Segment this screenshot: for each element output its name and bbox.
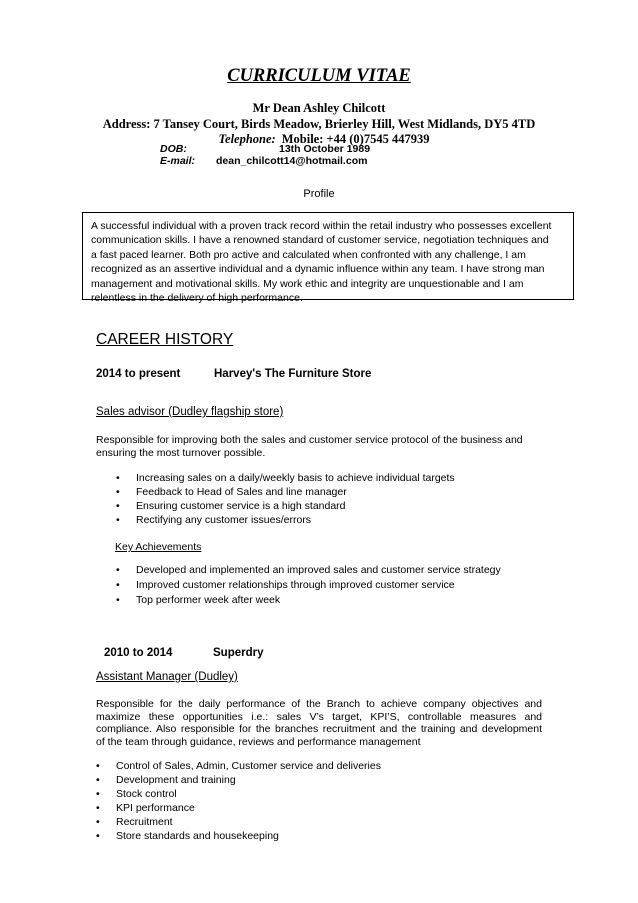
list-item: • Top performer week after week [116, 594, 281, 606]
bullet: • [96, 774, 100, 786]
job-period: 2010 to 2014 [104, 647, 173, 659]
list-item: • Developed and implemented an improved sales and customer service strategy [116, 564, 501, 576]
email-label: E-mail: [160, 155, 196, 167]
duties-list [116, 472, 455, 528]
list-item: • KPI performance [96, 802, 195, 814]
document-title: CURRICULUM VITAE [227, 66, 411, 86]
address-line: Address: 7 Tansey Court, Birds Meadow, Brierley Hill, West Midlands, DY5 4TD [102, 117, 536, 131]
telephone-label: Telephone: [218, 132, 276, 146]
bullet: • [116, 594, 120, 606]
bullet: • [116, 500, 120, 512]
achievements-list [116, 564, 501, 609]
profile-box [82, 212, 574, 305]
profile-line: relentless in the delivery of high performance. [91, 292, 303, 305]
key-achievements-label: Key Achievements [115, 541, 202, 553]
job-description [96, 698, 542, 748]
profile-line: A successful individual with a proven track record within the retail industry who possesses excellent [91, 220, 552, 232]
description-line: Responsible for the daily performance of the Branch to achieve company objectives and [96, 698, 542, 710]
list-item: • Stock control [96, 788, 177, 800]
description-line: of the team through guidance, reviews and performance management [96, 735, 421, 748]
bullet: • [116, 579, 120, 591]
bullet: • [116, 486, 120, 498]
job-company: Harvey's The Furniture Store [214, 368, 372, 380]
list-item: • Rectifying any customer issues/errors [116, 514, 312, 526]
telephone-value: Mobile: +44 (0)7545 447939 [281, 132, 430, 146]
list-item: • Development and training [96, 774, 236, 786]
profile-label: Profile [303, 188, 335, 200]
profile-line: a fast paced learner. Both pro active and calculated when confronted with any challenge, I am [91, 248, 526, 261]
description-line: ensuring the most turnover possible. [96, 446, 266, 459]
description-line: compliance. Also responsible for the branches recruitment and the training and development [96, 723, 542, 736]
list-item: • Store standards and housekeeping [96, 830, 279, 842]
bullet: • [96, 816, 100, 828]
bullet: • [116, 514, 120, 526]
email-value: dean_chilcott14@hotmail.com [216, 155, 368, 167]
candidate-name: Mr Dean Ashley Chilcott [252, 101, 386, 115]
list-item: • Feedback to Head of Sales and line manager [116, 486, 347, 498]
description-line: maximize these opportunities i.e.: sales V’s target, KPI’S, controllable measures and [96, 710, 542, 723]
job-role: Assistant Manager (Dudley) [96, 671, 238, 683]
description-line: Responsible for improving both the sales and customer service protocol of the business and [96, 434, 523, 446]
bullet: • [96, 760, 100, 772]
list-item: • Recruitment [96, 816, 173, 828]
list-item: • Increasing sales on a daily/weekly basis to achieve individual targets [116, 472, 455, 484]
profile-line: recognized as an assertive individual and a dynamic influence within any team. I have strong man [91, 263, 545, 276]
job-period: 2014 to present [96, 368, 181, 380]
list-item: • Ensuring customer service is a high standard [116, 500, 346, 512]
job-company: Superdry [213, 647, 264, 659]
profile-line: communication skills. I have a renowned standard of customer service, negotiation techniques and [91, 234, 549, 247]
job-role: Sales advisor (Dudley flagship store) [96, 406, 284, 418]
bullet: • [96, 802, 100, 814]
career-history-heading: CAREER HISTORY [96, 331, 234, 348]
bullet: • [116, 472, 120, 484]
bullet: • [96, 830, 100, 842]
dob-value: 13th October 1989 [279, 143, 371, 155]
duties-list [96, 760, 381, 844]
job-description [96, 434, 542, 459]
bullet: • [116, 564, 120, 576]
profile-line: management and motivational skills. My work ethic and integrity are unquestionable and I am [91, 277, 524, 290]
bullet: • [96, 788, 100, 800]
dob-label: DOB: [160, 143, 187, 155]
list-item: • Control of Sales, Admin, Customer service and deliveries [96, 760, 381, 772]
list-item: • Improved customer relationships through improved customer service [116, 579, 455, 591]
